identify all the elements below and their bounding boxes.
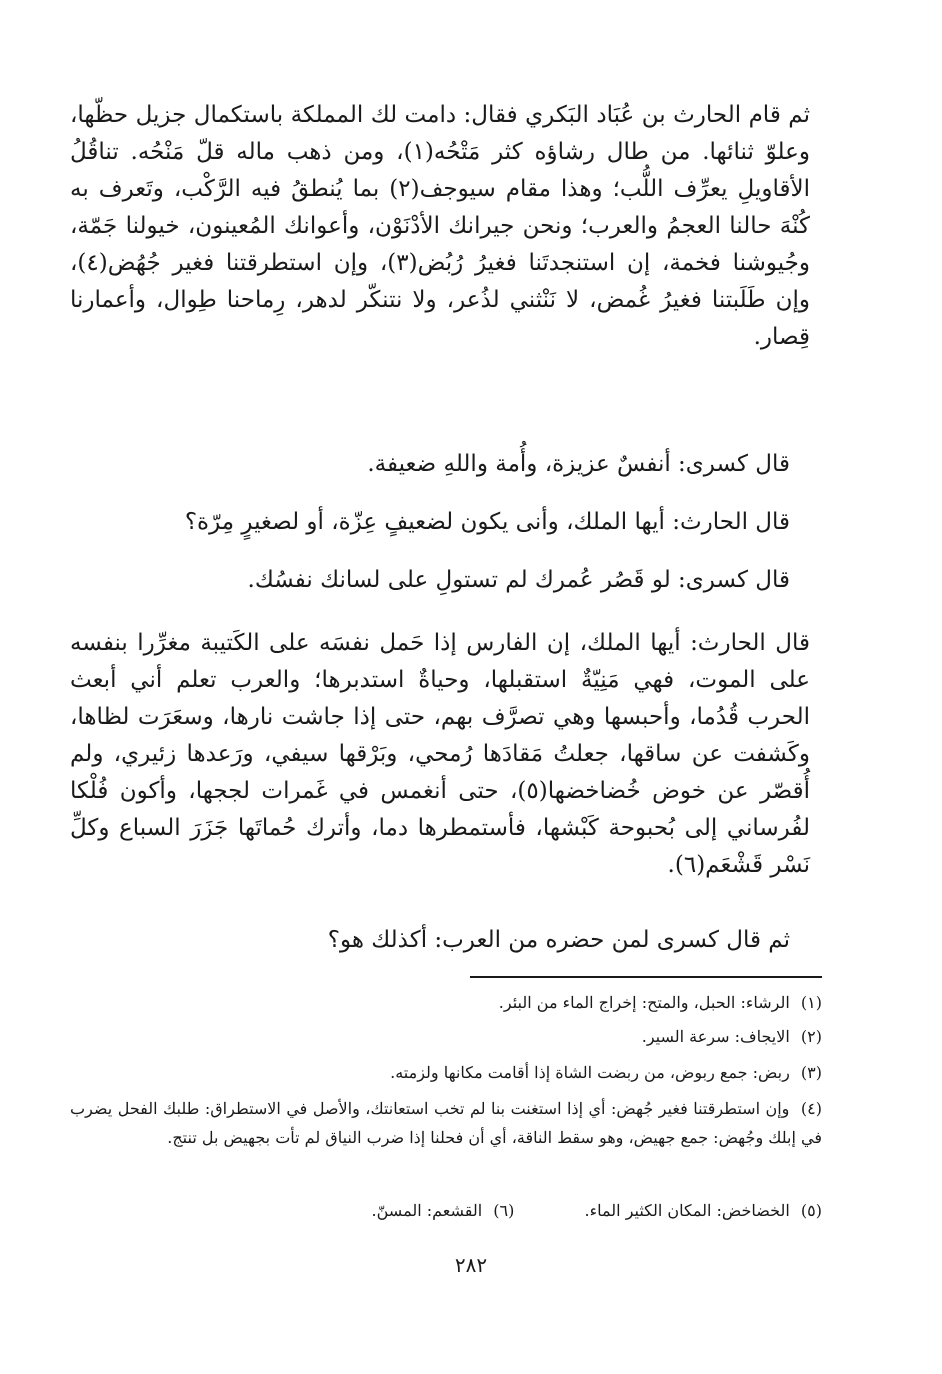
footnote-number: (٦) xyxy=(493,1201,515,1220)
footnote-number: (٢) xyxy=(800,1027,822,1046)
footnote-4 xyxy=(70,1094,822,1152)
footnote-text: ربض: جمع ربوض، من ربضت الشاة إذا أقامت مكانها ولزمته. xyxy=(390,1063,790,1082)
dialogue-line-harith-1: قال الحارث: أيها الملك، وأنى يكون لضعيفٍ عِزّة، أو لصغيرٍ مِرّة؟ xyxy=(184,509,790,535)
footnote-text: الخضاخض: المكان الكثير الماء. xyxy=(584,1201,790,1220)
footnote-text: وإن استطرقتنا فغير جُهض: أي إذا استغنت بنا لم تخب استعانتك، والأصل في الاستطراق: طلبك الفحل يضرب في إبلك وجُهض: جمع جهيض، وهو سقط الناقة، أي أن فحلنا إذا ضرب النياق لم تأت بجهيض بل تنتج. xyxy=(70,1099,822,1147)
page-number: ٢٨٢ xyxy=(454,1253,488,1277)
dialogue-line-kisra-3: ثم قال كسرى لمن حضره من العرب: أكذلك هو؟ xyxy=(327,927,790,953)
footnote-3 xyxy=(70,1058,822,1087)
footnote-number: (١) xyxy=(800,993,822,1012)
footnote-text: الايجاف: سرعة السير. xyxy=(641,1027,790,1046)
footnote-text: الرشاء: الحبل، والمتح: إخراج الماء من البئر. xyxy=(498,993,790,1012)
footnote-number: (٤) xyxy=(800,1099,822,1118)
dialogue-line-kisra-1: قال كسرى: أنفسٌ عزيزة، وأُمة واللهِ ضعيفة. xyxy=(367,451,790,477)
footnote-divider xyxy=(470,976,822,978)
dialogue-line-kisra-2: قال كسرى: لو قَصُر عُمرك لم تستولِ على لسانك نفسُك. xyxy=(247,567,790,593)
footnote-5-6 xyxy=(70,1196,822,1225)
footnote-1 xyxy=(70,988,822,1017)
footnote-2 xyxy=(70,1022,822,1051)
footnote-number: (٣) xyxy=(800,1063,822,1082)
body-paragraph-harith-speech: ثم قام الحارث بن عُبَاد البَكري فقال: دامت لك المملكة باستكمال جزيل حظّها، وعلوّ ثنائها. من طال رشاؤه كثر مَتْحُه(١)، ومن ذهب ماله قلّ مَنْحُه. تناقُلُ الأقاويلِ يعرِّف اللُّب؛ وهذا مقام سيوجف(٢) بما يُنطقُ فيه الرَّكْب، وتَعرف به كُنْهَ حالنا العجمُ والعرب؛ ونحن جيرانك الأدْنَوْن، وأعوانك المُعينون، خيولنا جَمّة، وجُيوشنا فخمة، إن استنجدتَنا فغيرُ رُبُض(٣)، وإن استطرقتنا فغير جُهُض(٤)، وإن طَلَبتنا فغيرُ غُمض، لا نَنْثني لذُعر، ولا نتنكّر لدهر، رِماحنا طِوال، وأعمارنا قِصار. xyxy=(70,102,810,350)
footnote-text: القشعم: المسنّ. xyxy=(371,1201,483,1220)
body-paragraph-harith-reply: قال الحارث: أيها الملك، إن الفارس إذا حَمل نفسَه على الكَتيبة مغرِّرا بنفسه على الموت، فهي مَنِيّةٌ استقبلها، وحياةٌ استدبرها؛ والعرب تعلم أني أبعث الحرب قُدُما، وأحبسها وهي تصرَّف بهم، حتى إذا جاشت نارها، وسعَرَت لظاها، وكَشفت عن ساقها، جعلتُ مَقادَها رُمحي، وبَرْقها سيفي، ورَعدها زئيري، ولم أُقصّر عن خوض خُضاخضها(٥)، حتى أنغمس في غَمرات لججها، وأكون فُلْكا لفُرساني إلى بُحبوحة كَبْشها، فأستمطرها دما، وأترك حُماتَها جَزَرَ السباع وكلِّ نَسْر قَشْعَم(٦). xyxy=(70,630,811,878)
footnote-number: (٥) xyxy=(800,1201,822,1220)
